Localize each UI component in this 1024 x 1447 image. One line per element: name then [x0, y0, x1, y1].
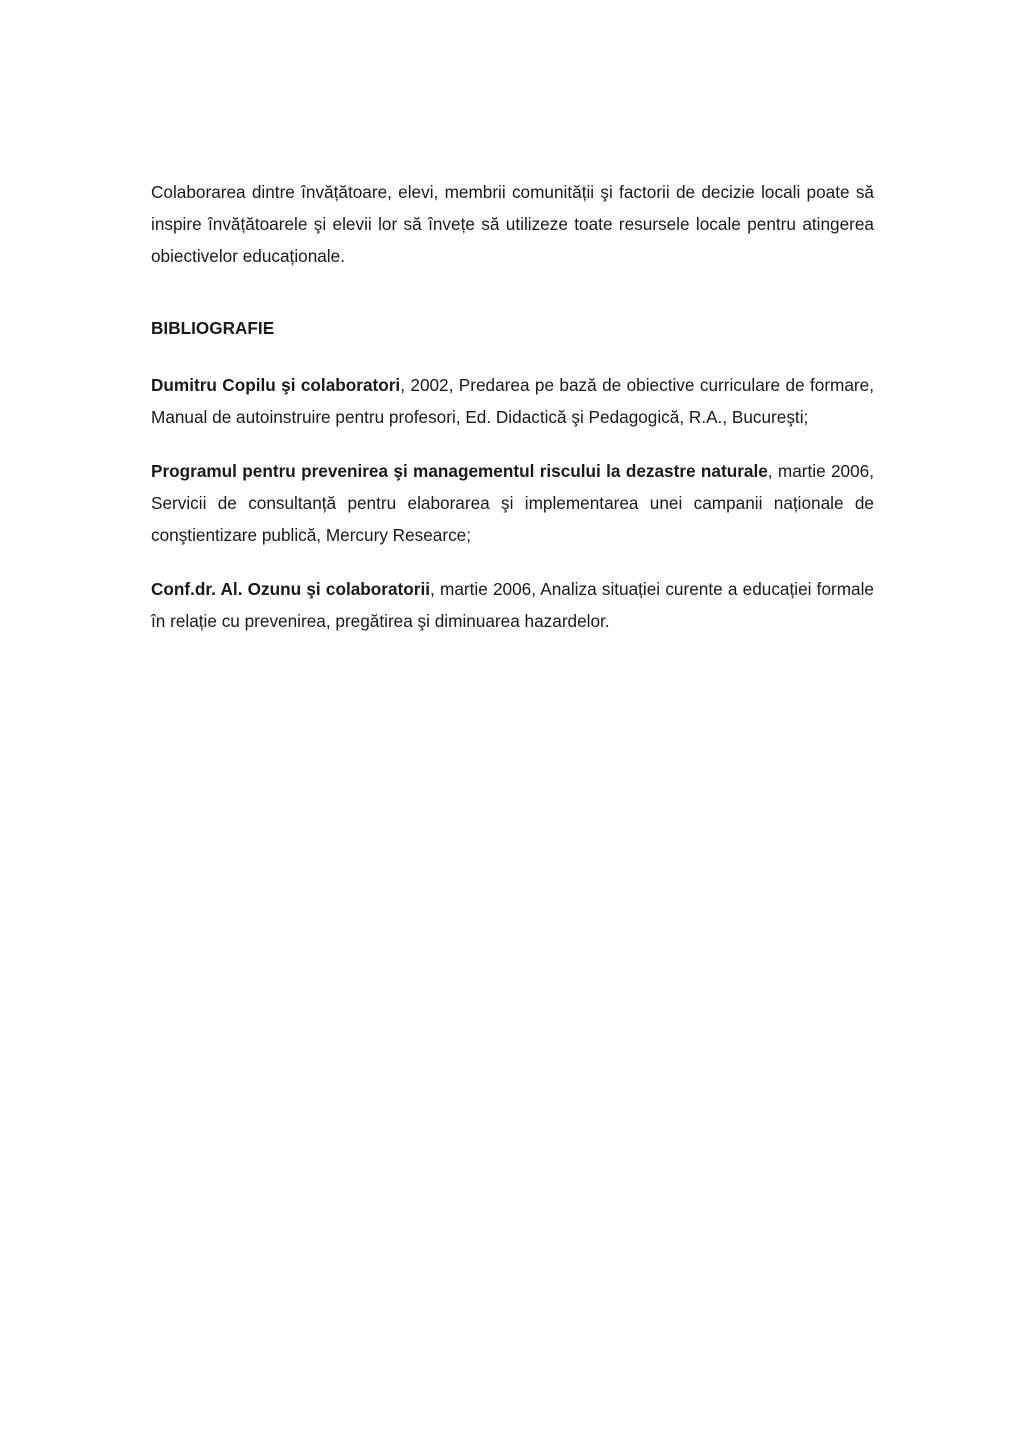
bibliography-entry-author: Dumitru Copilu şi colaboratori: [151, 375, 401, 395]
bibliography-entry-author: Conf.dr. Al. Ozunu şi colaboratorii: [151, 579, 431, 599]
bibliography-entry: [151, 573, 874, 637]
bibliography-entry-details: , martie 2006, Analiza situației curente a educației formale în relație cu prevenirea, pregătirea şi diminuarea hazardelor.: [151, 579, 874, 631]
bibliography-heading: BIBLIOGRAFIE: [151, 318, 275, 338]
bibliography-entry: [151, 455, 874, 551]
bibliography-entry-author: Programul pentru prevenirea şi managementul riscului la dezastre naturale: [151, 461, 768, 481]
bibliography-entry-details: , 2002, Predarea pe bază de obiective curriculare de formare, Manual de autoinstruire pentru profesori, Ed. Didactică şi Pedagogică, R.A., Bucureşti;: [151, 375, 874, 427]
bibliography-entry: [151, 369, 874, 433]
intro-paragraph: Colaborarea dintre învățătoare, elevi, membrii comunității şi factorii de decizie locali poate să inspire învățătoarele şi elevii lor să învețe să utilizeze toate resursele locale pentru atingerea obiectivelor educaționale.: [151, 182, 874, 266]
document-page: [151, 176, 874, 659]
bibliography-entry-details: , martie 2006, Servicii de consultanță pentru elaborarea şi implementarea unei campanii naționale de conştientizare publică, Mercury Researce;: [151, 461, 874, 545]
